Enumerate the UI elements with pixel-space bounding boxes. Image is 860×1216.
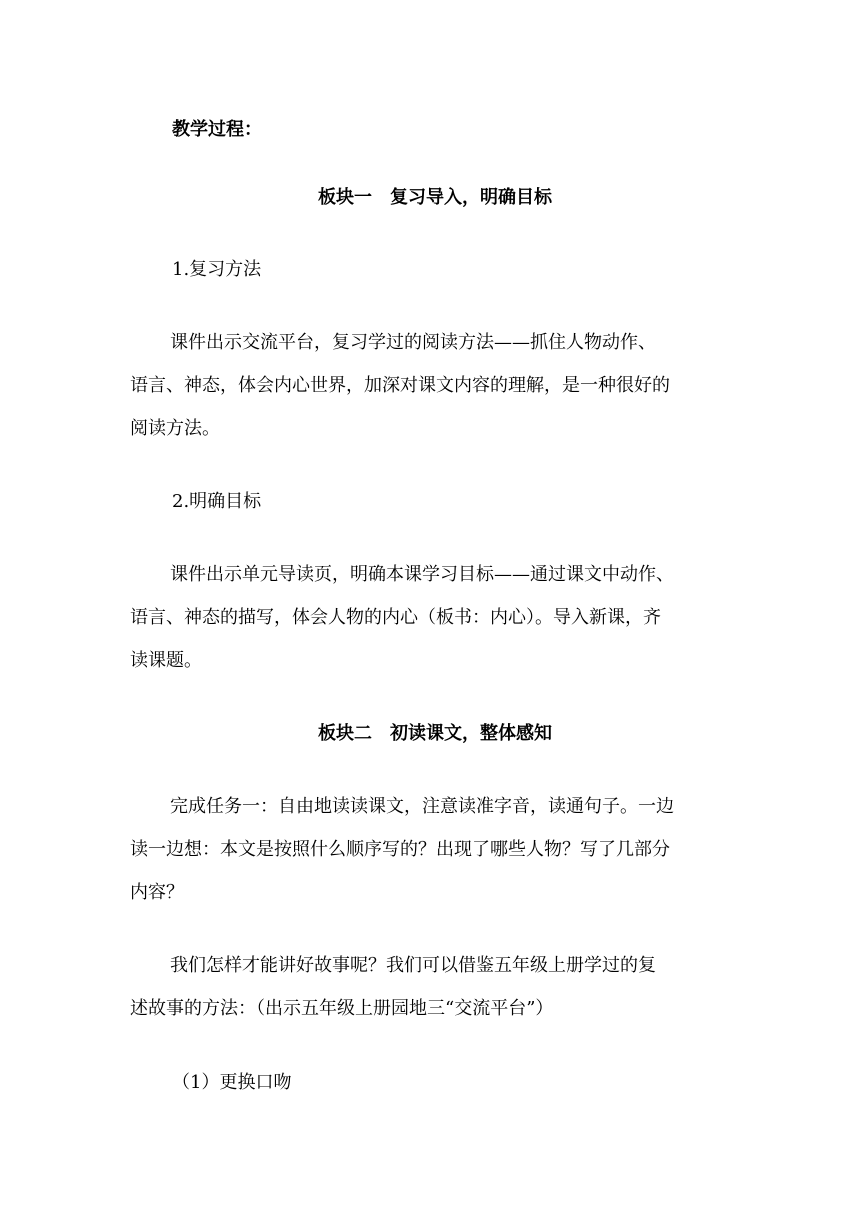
text-line: 语言、神态的描写，体会人物的内心（板书：内心）。导入新课，齐	[130, 607, 661, 628]
section-1-item-1-text	[130, 321, 730, 450]
document-heading: 教学过程：	[172, 119, 262, 140]
section-2-item-1-label: （1）更换口吻	[172, 1072, 292, 1093]
section-1-item-2-label: 2.明确目标	[172, 491, 262, 512]
section-1-item-1-label: 1.复习方法	[172, 259, 262, 280]
text-line: 我们怎样才能讲好故事呢？我们可以借鉴五年级上册学过的复	[170, 955, 656, 976]
section-1-item-2-text	[130, 553, 730, 682]
text-line: 内容？	[130, 882, 184, 903]
text-line: 述故事的方法：（出示五年级上册园地三“交流平台”）	[130, 998, 554, 1019]
section-2-paragraph-2	[130, 944, 730, 1030]
section-1-title: 板块一 复习导入，明确目标	[318, 187, 552, 208]
text-line: 课件出示交流平台，复习学过的阅读方法——抓住人物动作、	[170, 332, 656, 353]
section-2-paragraph-1	[130, 785, 730, 914]
section-2-title: 板块二 初读课文，整体感知	[318, 723, 552, 744]
text-line: 阅读方法。	[130, 418, 220, 439]
text-line: 课件出示单元导读页，明确本课学习目标——通过课文中动作、	[170, 564, 674, 585]
text-line: 完成任务一：自由地读读课文，注意读准字音，读通句子。一边	[170, 796, 674, 817]
text-line: 读一边想：本文是按照什么顺序写的？出现了哪些人物？写了几部分	[130, 839, 670, 860]
text-line: 语言、神态，体会内心世界，加深对课文内容的理解，是一种很好的	[130, 375, 670, 396]
text-line: 读课题。	[130, 650, 202, 671]
